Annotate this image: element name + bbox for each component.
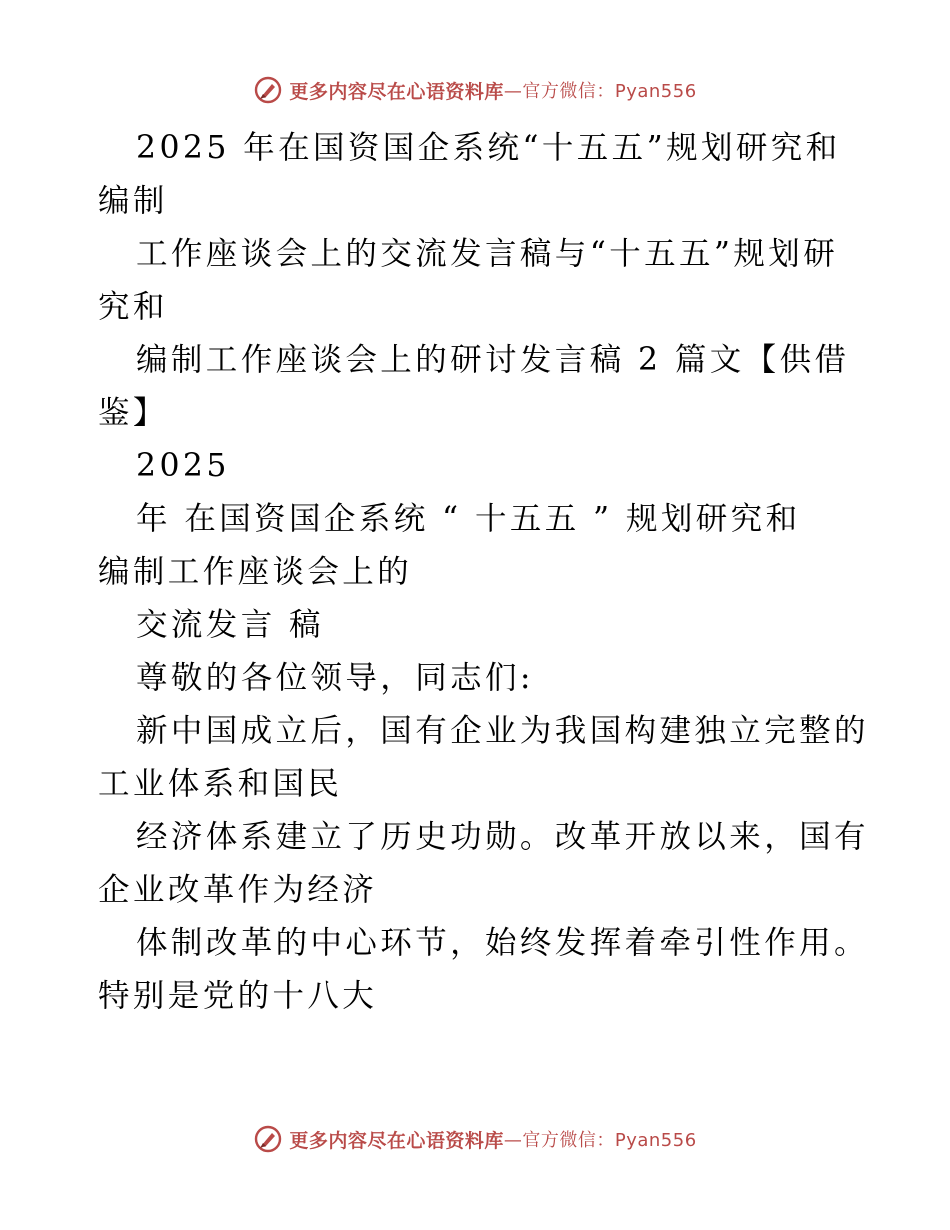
footer-banner (0, 1119, 950, 1159)
section-heading-line: 年 在国资国企系统 “ 十五五 ” 规划研究和 (136, 501, 801, 537)
section-heading-line: 交流发言 稿 (136, 607, 324, 643)
title-line: 工作座谈会上的交流发言稿与“十五五”规划研 (136, 236, 839, 272)
title-line: 究和 (98, 289, 168, 325)
section-heading-line: 2025 (136, 448, 230, 484)
title-line: 2025 年在国资国企系统“十五五”规划研究和 (136, 130, 841, 166)
title-line: 编制 (98, 183, 168, 219)
paragraph-line: 工业体系和国民 (98, 766, 343, 802)
document-body (98, 122, 869, 1023)
banner-contact: —官方微信：Pyan556 (503, 81, 697, 102)
ink-pen-logo-icon (253, 1124, 283, 1154)
paragraph-line: 经济体系建立了历史功勋。改革开放以来，国有 (136, 819, 869, 855)
ink-pen-logo-icon (253, 75, 283, 105)
salutation-line: 尊敬的各位领导，同志们: (136, 660, 534, 696)
banner-title: 更多内容尽在心语资料库 (289, 1129, 504, 1152)
paragraph-line: 体制改革的中心环节，始终发挥着牵引性作用。 (136, 925, 869, 961)
title-line: 编制工作座谈会上的研讨发言稿 2 篇文【供借 (136, 342, 850, 378)
title-line: 鉴】 (98, 395, 168, 431)
paragraph-line: 新中国成立后，国有企业为我国构建独立完整的 (136, 713, 869, 749)
paragraph-line: 特别是党的十八大 (98, 978, 378, 1014)
header-banner (0, 70, 950, 110)
paragraph-line: 企业改革作为经济 (98, 872, 378, 908)
banner-title: 更多内容尽在心语资料库 (289, 80, 504, 103)
section-heading-line: 编制工作座谈会上的 (98, 554, 413, 590)
banner-contact: —官方微信：Pyan556 (503, 1130, 697, 1151)
